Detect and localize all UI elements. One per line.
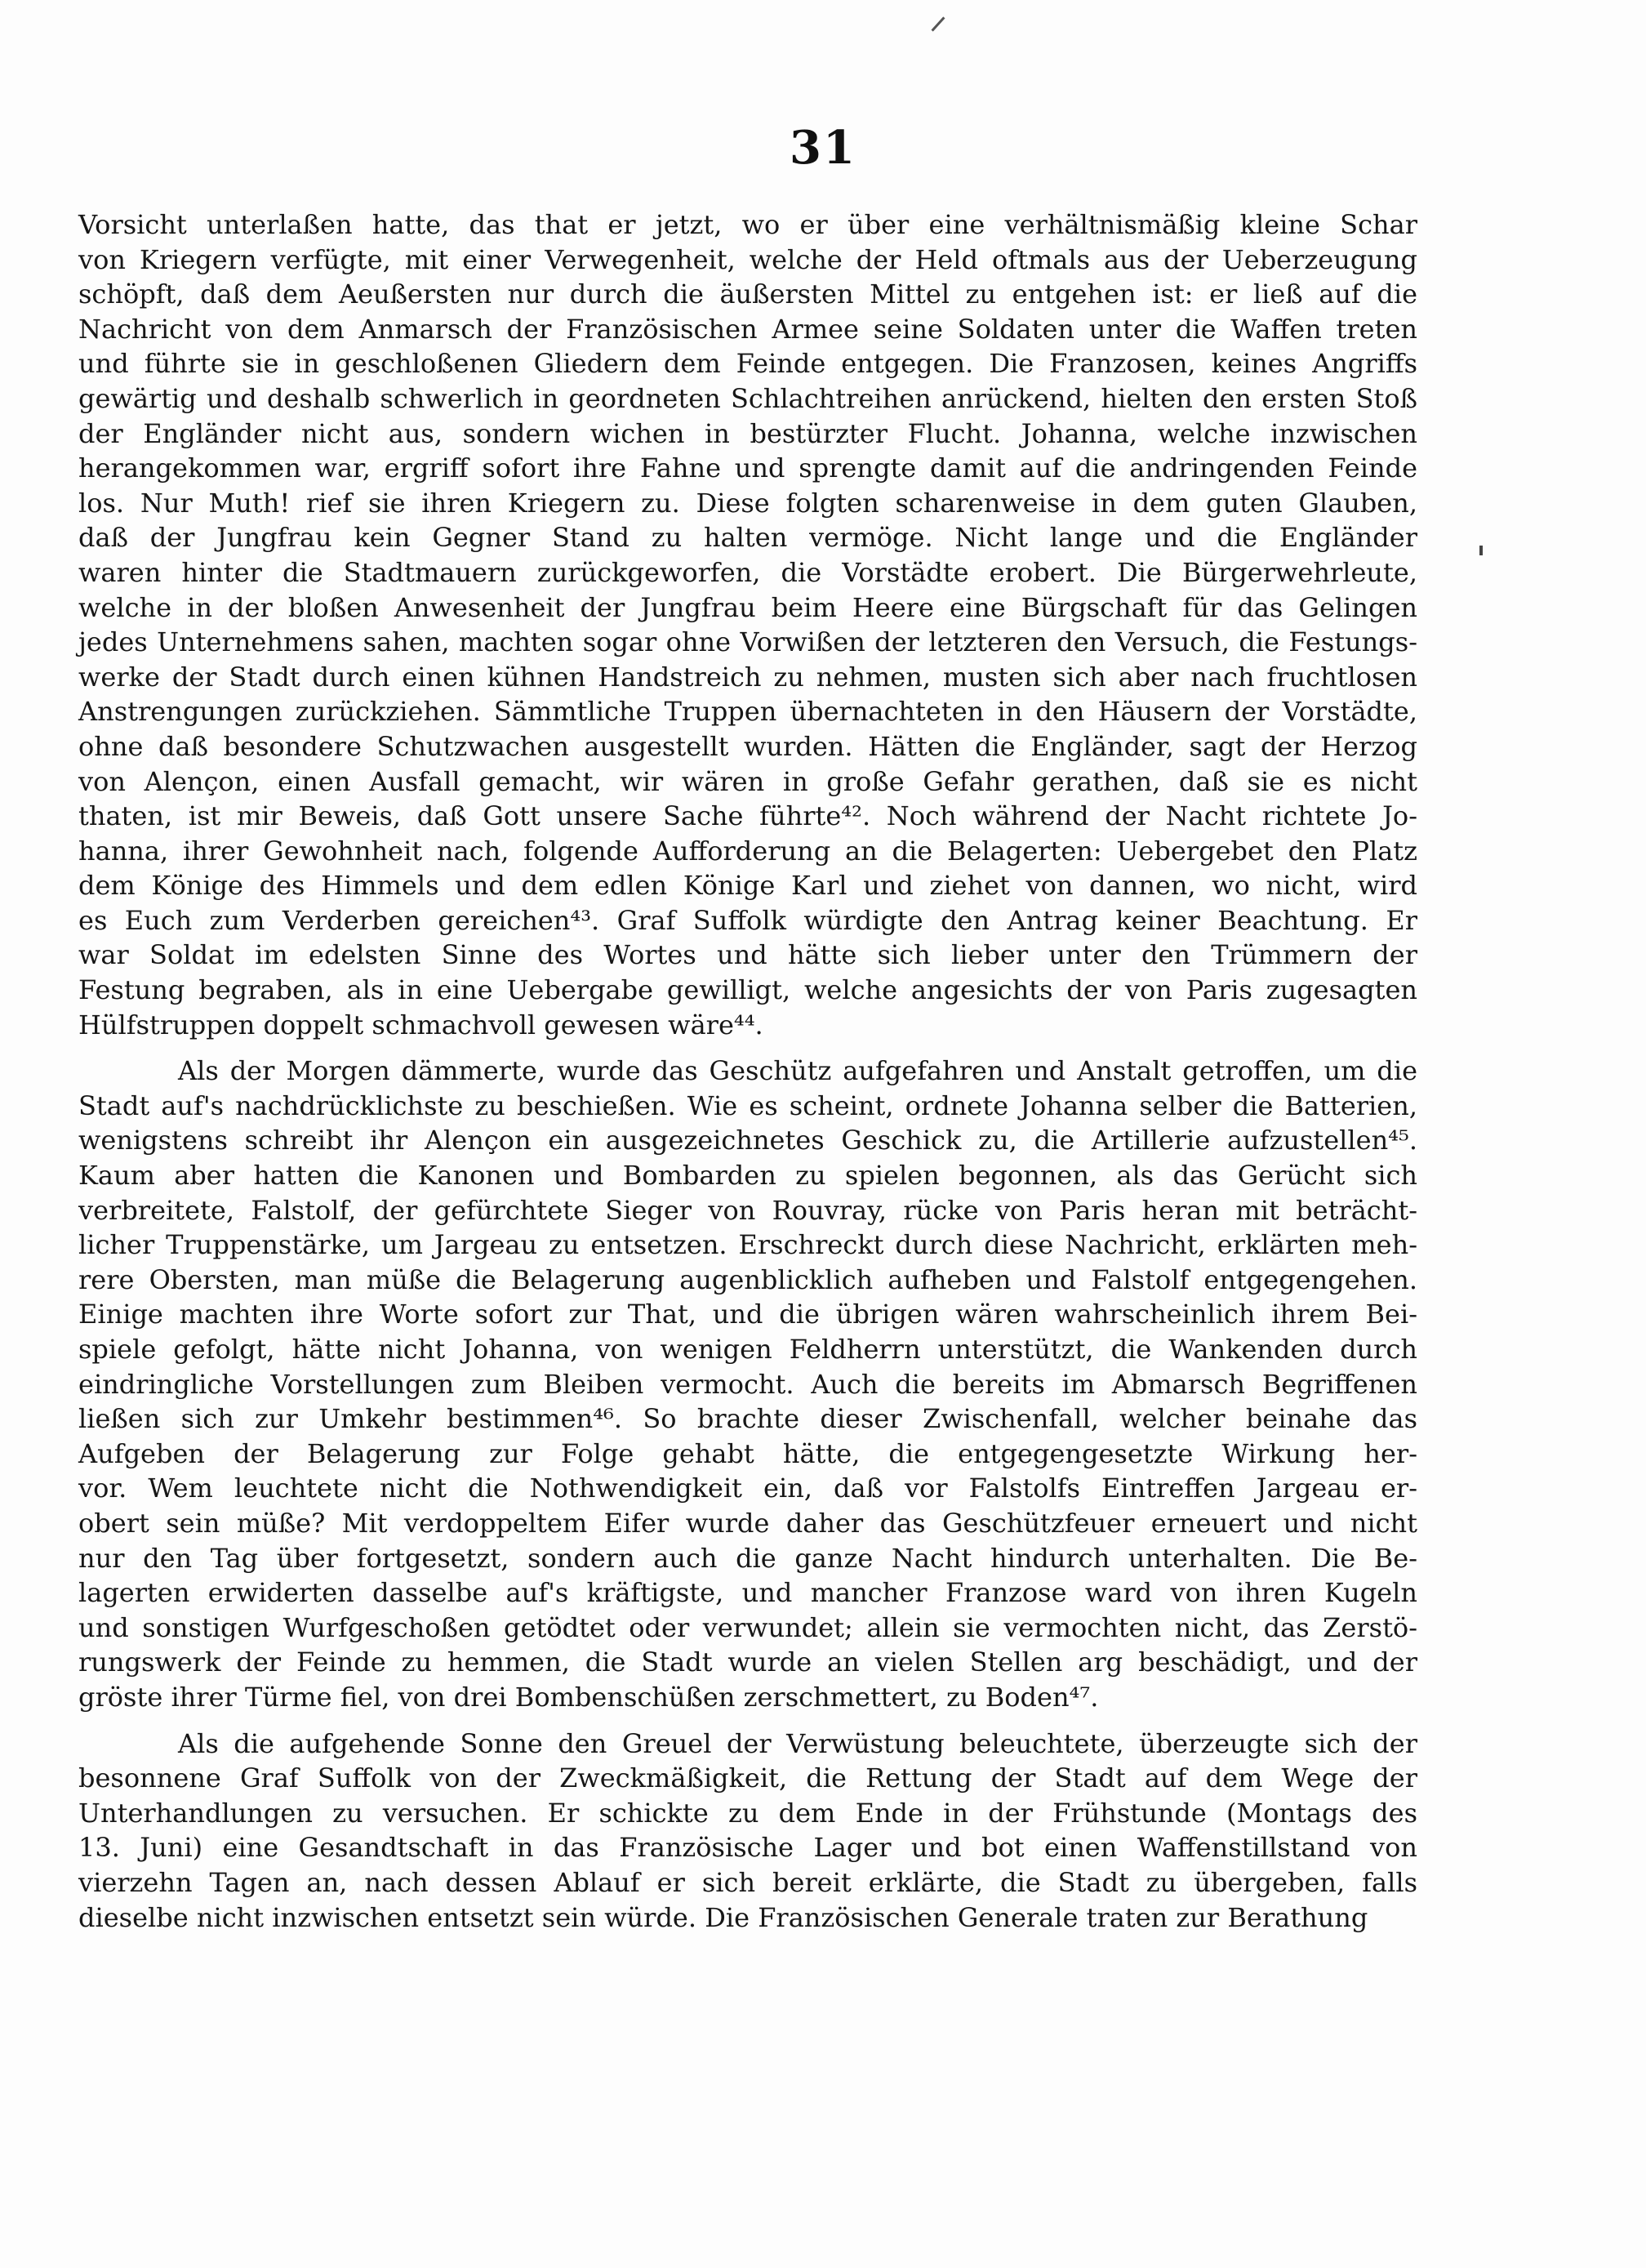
text-line: war Soldat im edelsten Sinne des Wortes und hätte sich lieber unter den Trümmern der (78, 939, 1417, 971)
text-line: Stadt auf's nachdrücklichste zu beschießen. Wie es scheint, ordnete Johanna selber die Batterien, (78, 1089, 1417, 1121)
text-line: waren hinter die Stadtmauern zurückgeworfen, die Vorstädte erobert. Die Bürgerwehrleute, (78, 556, 1417, 588)
text-line: der Engländer nicht aus, sondern wichen in bestürzter Flucht. Johanna, welche inzwischen (78, 417, 1417, 449)
text-line: Unterhandlungen zu versuchen. Er schickte zu dem Ende in der Frühstunde (Montags des (78, 1797, 1417, 1829)
margin-speck (1479, 546, 1483, 555)
text-line: Vorsicht unterlaßen hatte, das that er jetzt, wo er über eine verhältnismäßig kleine Schar (78, 209, 1417, 240)
text-line: besonnene Graf Suffolk von der Zweckmäßigkeit, die Rettung der Stadt auf dem Wege der (78, 1762, 1417, 1794)
paragraph-gap (78, 1042, 1417, 1054)
text-line: Hülfstruppen doppelt schmachvoll gewesen wäre⁴⁴. (78, 1009, 763, 1040)
text-line: lagerten erwiderten dasselbe auf's kräftigste, und mancher Franzose ward von ihren Kugeln (78, 1577, 1417, 1609)
text-line: 13. Juni) eine Gesandtschaft in das Französische Lager und bot einen Waffenstillstand von (78, 1832, 1417, 1864)
text-line: schöpft, daß dem Aeußersten nur durch die äußersten Mittel zu entgehen ist: er ließ auf die (78, 278, 1417, 310)
text-line: herangekommen war, ergriff sofort ihre Fahne und sprengte damit auf die andringenden Feinde (78, 452, 1417, 484)
paragraph (78, 1054, 1417, 1714)
text-line: rungswerk der Feinde zu hemmen, die Stadt wurde an vielen Stellen arg beschädigt, und der (78, 1646, 1417, 1678)
paragraph-gap (78, 1715, 1417, 1727)
text-line: verbreitete, Falstolf, der gefürchtete Sieger von Rouvray, rücke von Paris heran mit beträcht- (78, 1194, 1417, 1226)
text-line: rere Obersten, man müße die Belagerung augenblicklich aufheben und Falstolf entgegengehen. (78, 1263, 1417, 1295)
text-line: und sonstigen Wurfgeschoßen getödtet oder verwundet; allein sie vermochten nicht, das Zerstö- (78, 1611, 1417, 1643)
text-line: Kaum aber hatten die Kanonen und Bombarden zu spielen begonnen, als das Gerücht sich (78, 1160, 1417, 1192)
text-line: Als die aufgehende Sonne den Greuel der Verwüstung beleuchtete, überzeugte sich der (178, 1727, 1417, 1759)
text-line: Als der Morgen dämmerte, wurde das Geschütz aufgefahren und Anstalt getroffen, um die (178, 1055, 1417, 1087)
text-line: gewärtig und deshalb schwerlich in geordneten Schlachtreihen anrückend, hielten den ersten Stoß (78, 382, 1417, 414)
text-line: gröste ihrer Türme fiel, von drei Bombenschüßen zerschmettert, zu Boden⁴⁷. (78, 1681, 1099, 1713)
text-line: dem Könige des Himmels und dem edlen Könige Karl und ziehet von dannen, wo nicht, wird (78, 870, 1417, 902)
paragraph (78, 1727, 1417, 1936)
text-line: dieselbe nicht inzwischen entsetzt sein würde. Die Französischen Generale traten zur Berathung (78, 1901, 1368, 1933)
text-line: von Alençon, einen Ausfall gemacht, wir wären in große Gefahr gerathen, daß sie es nicht (78, 765, 1417, 797)
text-line: licher Truppenstärke, um Jargeau zu entsetzen. Erschreckt durch diese Nachricht, erklärten meh- (78, 1229, 1417, 1261)
paragraph (78, 207, 1417, 1042)
text-line: nur den Tag über fortgesetzt, sondern auch die ganze Nacht hindurch unterhalten. Die Be- (78, 1542, 1417, 1574)
text-line: ohne daß besondere Schutzwachen ausgestellt wurden. Hätten die Engländer, sagt der Herzog (78, 730, 1417, 762)
text-line: Festung begraben, als in eine Uebergabe gewilligt, welche angesichts der von Paris zugesagten (78, 974, 1417, 1006)
body-text (78, 207, 1417, 1935)
text-line: daß der Jungfrau kein Gegner Stand zu halten vermöge. Nicht lange und die Engländer (78, 522, 1417, 554)
ink-mark (932, 16, 945, 31)
text-line: spiele gefolgt, hätte nicht Johanna, von wenigen Feldherrn unterstützt, die Wankenden durch (78, 1334, 1417, 1365)
text-line: Anstrengungen zurückziehen. Sämmtliche Truppen übernachteten in den Häusern der Vorstädte, (78, 696, 1417, 728)
text-line: vierzehn Tagen an, nach dessen Ablauf er sich bereit erklärte, die Stadt zu übergeben, falls (78, 1866, 1417, 1898)
page-number: 31 (790, 121, 856, 175)
text-line: welche in der bloßen Anwesenheit der Jungfrau beim Heere eine Bürgschaft für das Gelingen (78, 591, 1417, 623)
text-line: Aufgeben der Belagerung zur Folge gehabt hätte, die entgegengesetzte Wirkung her- (78, 1437, 1417, 1469)
text-line: wenigstens schreibt ihr Alençon ein ausgezeichnetes Geschick zu, die Artillerie aufzustellen⁴⁵. (78, 1125, 1417, 1156)
text-line: eindringliche Vorstellungen zum Bleiben vermocht. Auch die bereits im Abmarsch Begriffenen (78, 1368, 1417, 1400)
text-line: und führte sie in geschloßenen Gliedern dem Feinde entgegen. Die Franzosen, keines Angriffs (78, 348, 1417, 380)
text-line: es Euch zum Verderben gereichen⁴³. Graf Suffolk würdigte den Antrag keiner Beachtung. Er (78, 904, 1417, 936)
text-line: jedes Unternehmens sahen, machten sogar ohne Vorwißen der letzteren den Versuch, die Festungs- (78, 626, 1417, 658)
text-line: obert sein müße? Mit verdoppeltem Eifer wurde daher das Geschützfeuer erneuert und nicht (78, 1507, 1417, 1539)
text-line: werke der Stadt durch einen kühnen Handstreich zu nehmen, musten sich aber nach fruchtlosen (78, 661, 1417, 693)
text-line: los. Nur Muth! rief sie ihren Kriegern zu. Diese folgten scharenweise in dem guten Glauben, (78, 487, 1417, 519)
text-line: ließen sich zur Umkehr bestimmen⁴⁶. So brachte dieser Zwischenfall, welcher beinahe das (78, 1403, 1417, 1435)
text-line: thaten, ist mir Beweis, daß Gott unsere Sache führte⁴². Noch während der Nacht richtete Jo- (78, 800, 1417, 832)
text-line: vor. Wem leuchtete nicht die Nothwendigkeit ein, daß vor Falstolfs Eintreffen Jargeau er- (78, 1473, 1417, 1504)
text-line: von Kriegern verfügte, mit einer Verwegenheit, welche der Held oftmals aus der Ueberzeugung (78, 243, 1417, 275)
text-line: Einige machten ihre Worte sofort zur That, und die übrigen wären wahrscheinlich ihrem Bei- (78, 1299, 1417, 1330)
text-line: Nachricht von dem Anmarsch der Französischen Armee seine Soldaten unter die Waffen treten (78, 313, 1417, 345)
text-line: hanna, ihrer Gewohnheit nach, folgende Aufforderung an die Belagerten: Uebergebet den Platz (78, 835, 1417, 867)
